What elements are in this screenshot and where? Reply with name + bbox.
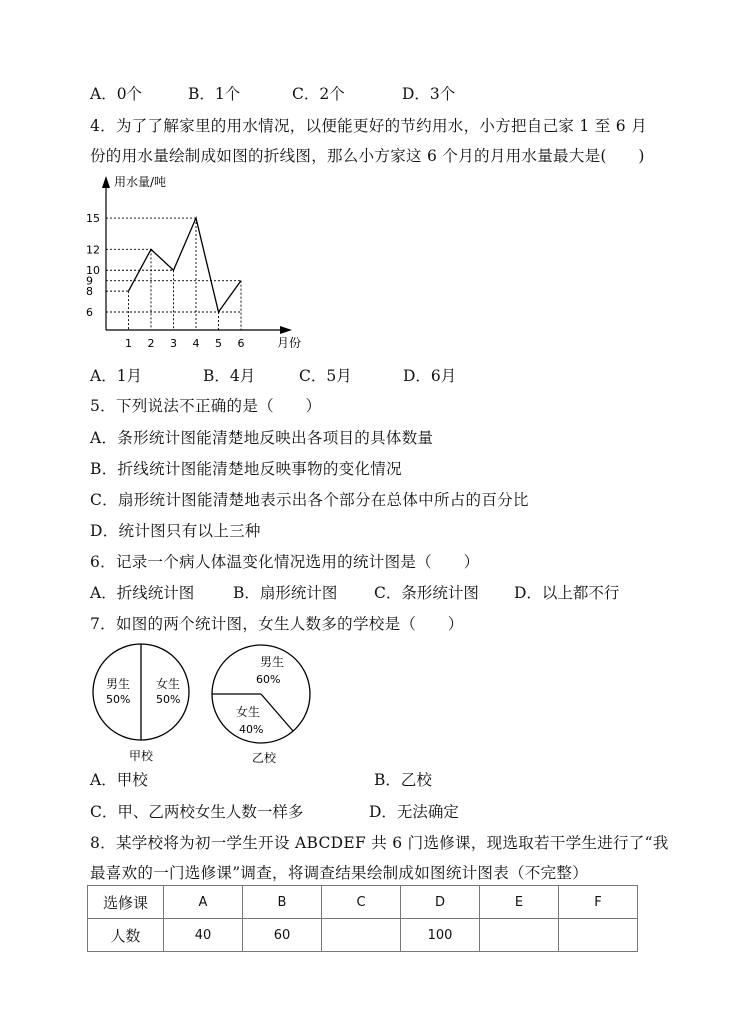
pie-yi bbox=[212, 645, 310, 765]
q7-stem: 7．如图的两个统计图，女生人数多的学校是（ ） bbox=[90, 615, 464, 633]
x-tick-label: 4 bbox=[192, 337, 200, 350]
y-axis-label: 用水量/吨 bbox=[114, 175, 167, 189]
pie-yi-girls-label: 女生 bbox=[236, 705, 261, 719]
water-usage-series bbox=[129, 218, 242, 312]
table-header-cell: A bbox=[164, 886, 243, 919]
q4-option-c: C．5月 bbox=[299, 367, 352, 385]
q4-option-b: B．4月 bbox=[203, 367, 256, 385]
table-header-cell: D bbox=[401, 886, 480, 919]
pie-yi-boys-pct: 60% bbox=[256, 673, 281, 686]
pie-yi-caption: 乙校 bbox=[252, 751, 277, 765]
q7-option-c: C．甲、乙两校女生人数一样多 bbox=[90, 803, 304, 821]
table-cell bbox=[559, 919, 638, 952]
table-cell: 40 bbox=[164, 919, 243, 952]
water-usage-line-chart bbox=[80, 170, 320, 360]
table-header-cell: B bbox=[243, 886, 322, 919]
q7-option-a: A．甲校 bbox=[90, 771, 148, 789]
q5-option-a: A．条形统计图能清楚地反映出各项目的具体数量 bbox=[90, 429, 434, 447]
pie-jia-caption: 甲校 bbox=[129, 749, 154, 763]
table-header-row bbox=[88, 886, 638, 919]
table-cell: 人数 bbox=[88, 919, 164, 952]
q4-stem-line1: 4．为了了解家里的用水情况，以便能更好的节约用水，小方把自己家 1 至 6 月 bbox=[90, 117, 647, 135]
table-row bbox=[88, 919, 638, 952]
table-cell: 100 bbox=[401, 919, 480, 952]
q5-stem: 5．下列说法不正确的是（ ） bbox=[90, 397, 322, 415]
table-cell bbox=[322, 919, 401, 952]
q6-stem: 6．记录一个病人体温变化情况选用的统计图是（ ） bbox=[90, 553, 480, 571]
q5-option-d: D．统计图只有以上三种 bbox=[90, 522, 261, 540]
y-tick-label: 9 bbox=[86, 274, 93, 288]
pie-jia-boys-pct: 50% bbox=[106, 693, 131, 706]
table-cell bbox=[480, 919, 559, 952]
y-axis-arrow bbox=[102, 176, 110, 188]
pie-yi-boys-label: 男生 bbox=[260, 655, 285, 669]
x-axis-arrow bbox=[280, 326, 292, 334]
q5-option-b: B．折线统计图能清楚地反映事物的变化情况 bbox=[90, 460, 402, 478]
pie-yi-girls-pct: 40% bbox=[239, 723, 264, 736]
school-pie-charts bbox=[86, 638, 316, 766]
q8-stem-line2: 最喜欢的一门选修课”调查，将调查结果绘制成如图统计图表（不完整） bbox=[90, 864, 589, 882]
y-tick-label: 10 bbox=[86, 264, 100, 278]
pie-jia-girls-label: 女生 bbox=[156, 677, 181, 691]
x-tick-label: 6 bbox=[237, 337, 245, 350]
table-header-cell: F bbox=[559, 886, 638, 919]
q3-option-a: A．0个 bbox=[90, 85, 143, 103]
x-tick-label: 1 bbox=[125, 337, 132, 350]
x-tick-label: 5 bbox=[215, 337, 222, 350]
y-tick-label: 15 bbox=[86, 212, 100, 226]
x-tick-label: 3 bbox=[170, 337, 177, 350]
q6-option-a: A．折线统计图 bbox=[90, 584, 195, 602]
y-tick-label: 6 bbox=[86, 306, 93, 319]
x-tick-label: 2 bbox=[147, 337, 155, 350]
table-header-cell: C bbox=[322, 886, 401, 919]
q7-option-b: B．乙校 bbox=[374, 771, 432, 789]
q5-option-c: C．扇形统计图能清楚地表示出各个部分在总体中所占的百分比 bbox=[90, 491, 529, 509]
table-header-cell: E bbox=[480, 886, 559, 919]
x-axis-label: 月份 bbox=[277, 336, 302, 350]
q6-option-b: B．扇形统计图 bbox=[233, 584, 338, 602]
pie-jia-boys-label: 男生 bbox=[106, 677, 131, 691]
table-cell: 60 bbox=[243, 919, 322, 952]
q3-option-b: B．1个 bbox=[188, 85, 241, 103]
q3-option-c: C．2个 bbox=[292, 85, 345, 103]
y-tick-label: 12 bbox=[86, 243, 100, 257]
q4-option-d: D．6月 bbox=[403, 367, 457, 385]
table-header-cell: 选修课 bbox=[88, 886, 164, 919]
q8-stem-line1: 8．某学校将为初一学生开设 ABCDEF 共 6 门选修课，现选取若干学生进行了“我 bbox=[90, 834, 669, 852]
pie-jia bbox=[93, 644, 189, 763]
q7-option-d: D．无法确定 bbox=[369, 803, 459, 821]
y-tick-label: 8 bbox=[86, 285, 93, 299]
q3-option-d: D．3个 bbox=[402, 85, 456, 103]
q6-option-d: D．以上都不行 bbox=[514, 584, 620, 602]
elective-course-table bbox=[87, 885, 638, 952]
pie-jia-girls-pct: 50% bbox=[156, 693, 181, 706]
q4-option-a: A．1月 bbox=[90, 367, 143, 385]
q4-stem-line2: 份的用水量绘制成如图的折线图，那么小方家这 6 个月的月用水量最大是( ) bbox=[90, 147, 645, 165]
q6-option-c: C．条形统计图 bbox=[374, 584, 479, 602]
